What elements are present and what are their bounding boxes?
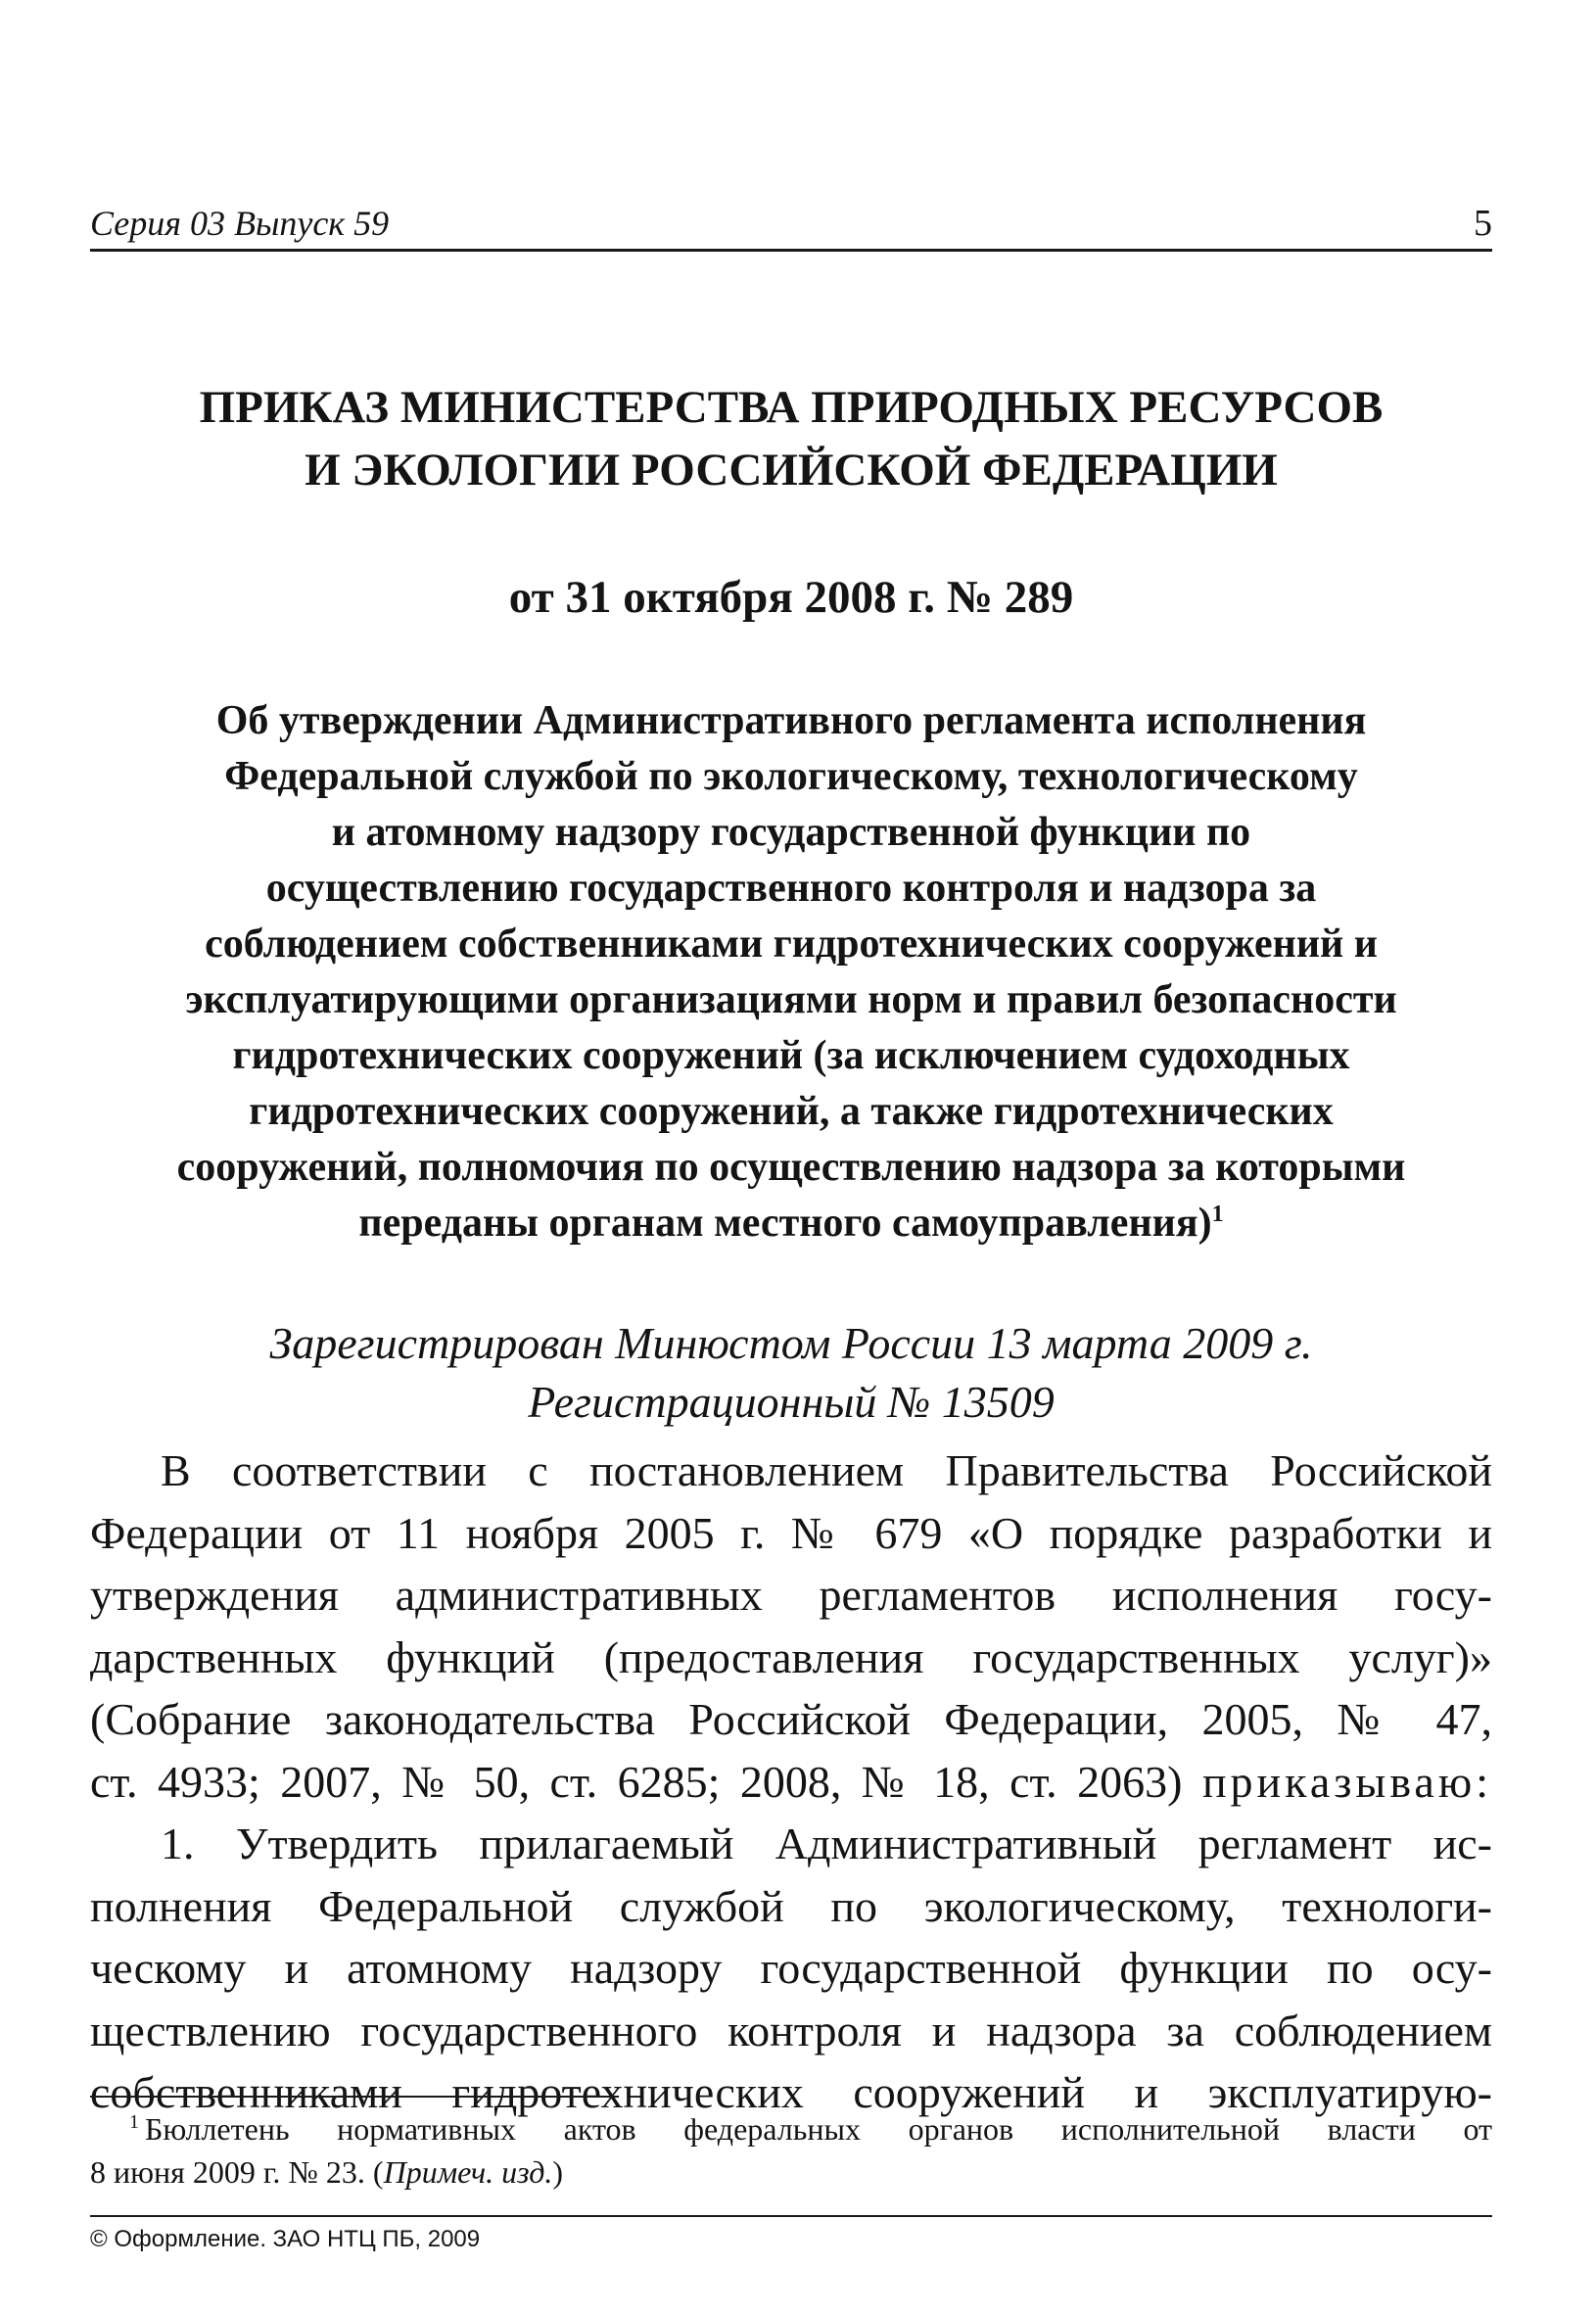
series-issue-label: Серия 03 Выпуск 59 bbox=[90, 204, 390, 243]
order-title bbox=[90, 376, 1492, 501]
subject-line: Федеральной службой по экологическому, технологическому bbox=[224, 754, 1358, 799]
footnote-reference: 1 bbox=[1211, 1202, 1224, 1227]
subject-line: эксплуатирующими организациями норм и правил безопасности bbox=[185, 977, 1397, 1022]
subject-line bbox=[90, 1196, 1492, 1251]
body-line: дарственных функций (предоставления государственных услуг)» bbox=[90, 1631, 1492, 1682]
registration-line: Зарегистрирован Минюстом России 13 марта 2009 г. bbox=[269, 1318, 1313, 1368]
publisher-note: Примеч. изд. bbox=[383, 2154, 553, 2190]
subject-line: осуществлению государственного контроля и надзора за bbox=[265, 866, 1317, 911]
bottom-divider bbox=[90, 2215, 1492, 2217]
footnote-text: ) bbox=[552, 2154, 564, 2190]
body-line: (Собрание законодательства Российской Федерации, 2005, № 47, bbox=[90, 1694, 1492, 1744]
footnote-text: Бюллетень нормативных актов федеральных органов исполнительной власти от bbox=[145, 2111, 1492, 2147]
subject-line-text: переданы органам местного самоуправления) bbox=[358, 1201, 1212, 1246]
order-keyword: приказываю: bbox=[1201, 1756, 1492, 1807]
body-line: ществлению государственного контроля и надзора за соблюдением bbox=[90, 2005, 1492, 2055]
subject-line: Об утверждении Административного регламента исполнения bbox=[215, 698, 1367, 743]
body-line bbox=[90, 1751, 1492, 1814]
title-line: И ЭКОЛОГИИ РОССИЙСКОЙ ФЕДЕРАЦИИ bbox=[305, 445, 1278, 496]
body-line: ческому и атомному надзору государственной функции по осу- bbox=[90, 1943, 1492, 1993]
body-line: В соответствии с постановлением Правительства Российской bbox=[161, 1445, 1492, 1495]
footnote-line bbox=[90, 2150, 1492, 2194]
footnote-mark: 1 bbox=[129, 2111, 139, 2134]
subject-line: гидротехнических сооружений, а также гидротехнических bbox=[249, 1089, 1334, 1134]
subject-line: гидротехнических сооружений (за исключением судоходных bbox=[232, 1033, 1350, 1078]
subject-line: сооружений, полномочия по осуществлению надзора за которыми bbox=[176, 1145, 1406, 1190]
footnote-line bbox=[90, 2107, 1492, 2150]
order-subject bbox=[90, 693, 1492, 1251]
footnote-text: 8 июня 2009 г. № 23. ( bbox=[90, 2154, 384, 2190]
copyright-notice: © Оформление. ЗАО НТЦ ПБ, 2009 bbox=[90, 2226, 481, 2252]
body-text bbox=[90, 1440, 1492, 2124]
subject-line: соблюдением собственниками гидротехнических сооружений и bbox=[205, 921, 1378, 967]
subject-line: и атомному надзору государственной функции по bbox=[331, 810, 1251, 855]
order-date: от 31 октября 2008 г. № 289 bbox=[508, 572, 1074, 623]
footnote-divider bbox=[90, 2096, 619, 2098]
title-line: ПРИКАЗ МИНИСТЕРСТВА ПРИРОДНЫХ РЕСУРСОВ bbox=[199, 382, 1384, 433]
page-number: 5 bbox=[1474, 203, 1492, 244]
body-line-text: ст. 4933; 2007, № 50, ст. 6285; 2008, № 18, ст. 2063) bbox=[90, 1756, 1202, 1807]
body-line: Федерации от 11 ноября 2005 г. № 679 «О порядке разработки и bbox=[90, 1507, 1492, 1558]
body-line: полнения Федеральной службой по экологическому, технологи- bbox=[90, 1880, 1492, 1931]
registration-note bbox=[90, 1314, 1492, 1432]
running-header bbox=[90, 196, 1492, 252]
body-line: утверждения административных регламентов исполнения госу- bbox=[90, 1570, 1492, 1620]
registration-number: Регистрационный № 13509 bbox=[528, 1377, 1055, 1427]
footnote bbox=[90, 2107, 1492, 2194]
body-line: собственниками гидротехнических сооружений и эксплуатирую- bbox=[90, 2067, 1492, 2117]
body-line: 1. Утвердить прилагаемый Административный регламент ис- bbox=[161, 1818, 1492, 1868]
